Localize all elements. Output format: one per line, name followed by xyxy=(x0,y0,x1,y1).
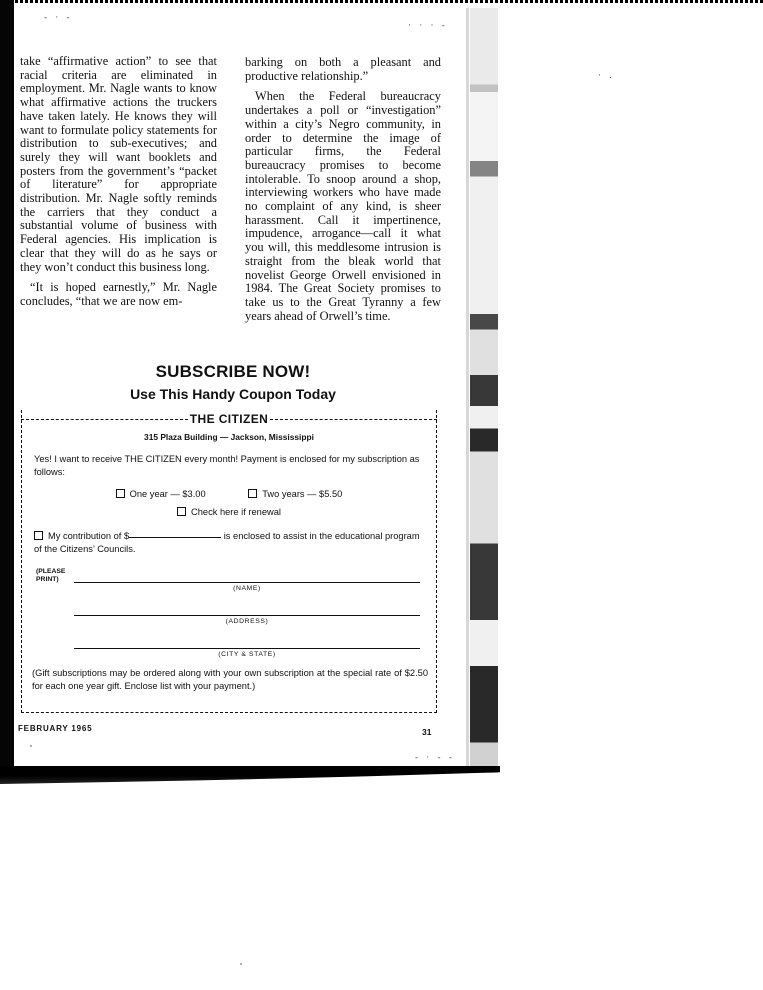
checkbox-icon[interactable] xyxy=(34,531,43,540)
city-state-field[interactable] xyxy=(74,648,420,649)
contribution-line xyxy=(34,530,426,555)
option-two-years[interactable] xyxy=(248,489,342,499)
option-renewal[interactable] xyxy=(22,507,436,517)
scan-bottom-edge xyxy=(0,766,500,784)
contribution-label-end: is enclosed to assist in the educational program of the Citizens’ Councils. xyxy=(34,531,420,554)
coupon-address: 315 Plaza Building — Jackson, Mississippi xyxy=(144,432,314,442)
option-two-years-label: Two years — $5.50 xyxy=(262,489,343,499)
city-state-caption: (CITY & STATE) xyxy=(218,651,276,658)
article-paragraph: barking on both a pleasant and productive relationship.” xyxy=(245,55,441,83)
address-field[interactable] xyxy=(74,615,420,616)
article-paragraph: “It is hoped earnestly,” Mr. Nagle concludes, “that we are now em- xyxy=(20,280,217,308)
coupon-intro: Yes! I want to receive THE CITIZEN every month! Payment is enclosed for my subscription as follows: xyxy=(34,454,420,477)
article-paragraph: take “affirmative action” to see that racial criteria are eliminated in employment. Mr. Nagle wants to know what affirmative actions the truckers have taken lately. He knows they will want to formulate policy statements for distribution to sub-executives; and surely they will want booklets and posters from the government’s “packet of literature” for appropriate distribution. Mr. Nagle softly reminds the carriers that they conduct a substantial volume of business with Federal agencies. His implication is clear that they will do as he says or they won’t conduct this business long. xyxy=(20,54,217,274)
article-column-right xyxy=(245,56,441,330)
option-renewal-label: Check here if renewal xyxy=(191,507,281,517)
subscription-options xyxy=(22,489,436,499)
issue-date: FEBRUARY 1965 xyxy=(18,724,93,733)
page-number: 31 xyxy=(422,727,432,737)
scan-speck xyxy=(240,963,242,965)
gift-subscription-note: (Gift subscriptions may be ordered along with your own subscription at the special rate of $2.50 for each one year gift. Enclose list with your payment.) xyxy=(32,668,428,691)
scan-speck: · . xyxy=(598,70,615,80)
checkbox-icon[interactable] xyxy=(177,507,186,516)
coupon-subheadline: Use This Handy Coupon Today xyxy=(130,386,336,402)
name-caption: (NAME) xyxy=(233,585,261,592)
scan-left-edge xyxy=(0,0,14,770)
scan-top-edge xyxy=(0,0,763,3)
scan-speck xyxy=(30,745,32,747)
option-one-year-label: One year — $3.00 xyxy=(129,489,206,499)
subscribe-headline: SUBSCRIBE NOW! xyxy=(155,362,311,381)
please-print-label: (PLEASE PRINT) xyxy=(36,568,66,583)
article-paragraph: When the Federal bureaucracy undertakes a poll or “investigation” within a city’s Negro community, in order to determine the image of particular firms, the Federal bureaucracy promises to become intolerable. To snoop around a shop, interviewing workers who have made no complaint of any kind, is sheer harassment. Call it impertinence, impudence, arrogance—call it what you will, this meddlesome intrusion is straight from the bleak world that novelist George Orwell envisioned in 1984. The Great Society promises to take us to the Great Tyranny a few years ahead of Orwell’s time. xyxy=(245,89,441,323)
checkbox-icon[interactable] xyxy=(248,489,257,498)
address-caption: (ADDRESS) xyxy=(225,618,269,625)
contribution-label-start: My contribution of $ xyxy=(48,531,130,541)
scan-gutter xyxy=(466,8,469,773)
checkbox-icon[interactable] xyxy=(116,489,125,498)
coupon-title: THE CITIZEN xyxy=(189,412,269,426)
scan-speck: - · - - xyxy=(415,752,455,762)
name-field[interactable] xyxy=(74,582,420,583)
scan-speck: · · · - xyxy=(408,20,448,30)
subscription-coupon xyxy=(21,410,437,713)
option-one-year[interactable] xyxy=(116,489,206,499)
article-column-left xyxy=(20,55,217,316)
scan-speck: - · - xyxy=(44,12,73,22)
adjacent-page-strip xyxy=(470,8,498,773)
contribution-amount-field[interactable] xyxy=(129,537,221,538)
